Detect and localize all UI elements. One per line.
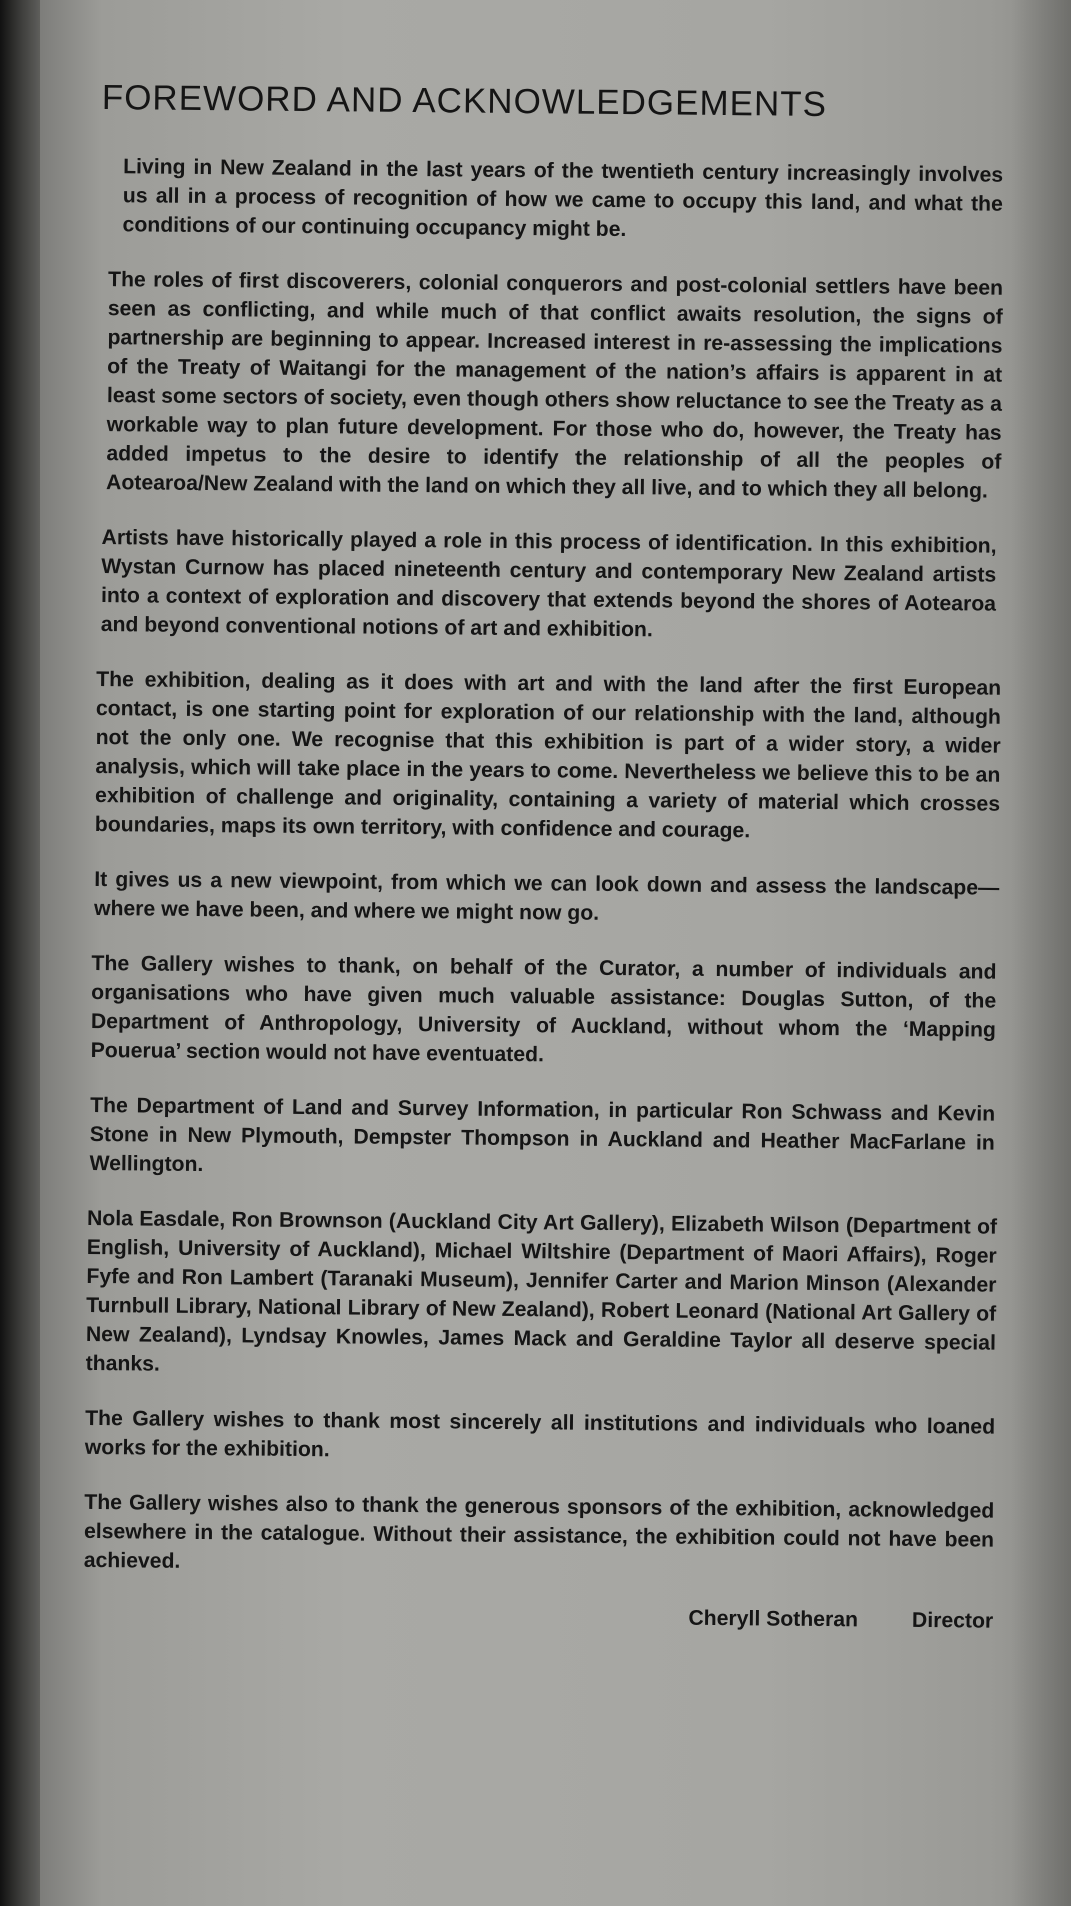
paragraph-intro: Living in New Zealand in the last years of the twentieth century increasingly involves us all in a process of recognition of how we came to occupy this land, and what the conditions of our continuing occupancy might be. <box>122 155 1004 242</box>
book-page <box>40 0 1071 1906</box>
paragraph-viewpoint: It gives us a new viewpoint, from which we can look down and assess the landscape—where we have been, and where we might now go. <box>93 868 1000 925</box>
paragraph-thanks-individuals: Nola Easdale, Ron Brownson (Auckland City Art Gallery), Elizabeth Wilson (Department of English, University of Auckland), Michael Wiltshire (Department of Maori Affairs), Roger Fyfe and Ron Lambert (Taranaki Museum), Jennifer Carter and Marion Minson (Alexander Turnbull Library, National Library of New Zealand), Robert Leonard (National Art Gallery of New Zealand), Lyndsay Knowles, James Mack and Geraldine Taylor all deserve special thanks. <box>85 1206 998 1376</box>
paragraph-thanks-lenders: The Gallery wishes to thank most sincerely all institutions and individuals who loaned works for the exhibition. <box>84 1406 996 1462</box>
paragraph-roles: The roles of first discoverers, colonial conquerors and post-colonial settlers have been seen as conflicting, and while much of that conflict awaits resolution, the signs of partnership are beginning to appear. Increased interest in re-assessing the implications of the Treaty of Waitangi for the management of the nation’s affairs is apparent in at least some sectors of society, even though others show reluctance to see the Treaty as a workable way to plan future development. For those who do, however, the Treaty has added impetus to the desire to identify the relationship of all the peoples of Aotearoa/New Zealand with the land on which they all live, and to which they all belong. <box>106 268 1004 503</box>
signature-name: Cheryll Sotheran <box>688 1606 859 1632</box>
paragraph-artists: Artists have historically played a role in this process of identification. In this exhibition, Wystan Curnow has placed nineteenth century and contemporary New Zealand artists into a context of exploration and discovery that extends beyond the shores of Aotearoa and beyond conventional notions of art and exhibition. <box>100 526 997 642</box>
signature-block <box>83 1601 993 1634</box>
page-title: FOREWORD AND ACKNOWLEDGEMENTS <box>101 78 828 124</box>
paragraph-exhibition: The exhibition, dealing as it does with art and with the land after the first European contact, is one starting point for exploration of our relationship with the land, although not the only one. We recognise that this exhibition is part of a wider story, a wider analysis, which will take place in the years to come. Nevertheless we believe this to be an exhibition of challenge and originality, containing a variety of material which crosses boundaries, maps its own territory, with confidence and courage. <box>94 668 1002 843</box>
paragraph-thanks-sponsors: The Gallery wishes also to thank the generous sponsors of the exhibition, acknowledged elsewhere in the catalogue. Without their assistance, the exhibition could not have been achieved. <box>83 1490 995 1573</box>
paragraph-thanks-curator: The Gallery wishes to thank, on behalf of the Curator, a number of individuals and organisations who have given much valuable assistance: Douglas Sutton, of the Department of Anthropology, University of Auckland, without whom the ‘Mapping Pouerua’ section would not have eventuated. <box>90 951 997 1067</box>
signature-role: Director <box>911 1608 994 1633</box>
paragraph-thanks-department: The Department of Land and Survey Information, in particular Ron Schwass and Kevin Stone in New Plymouth, Dempster Thompson in Auckland and Heather MacFarlane in Wellington. <box>89 1093 996 1177</box>
page-content <box>83 78 1028 1634</box>
